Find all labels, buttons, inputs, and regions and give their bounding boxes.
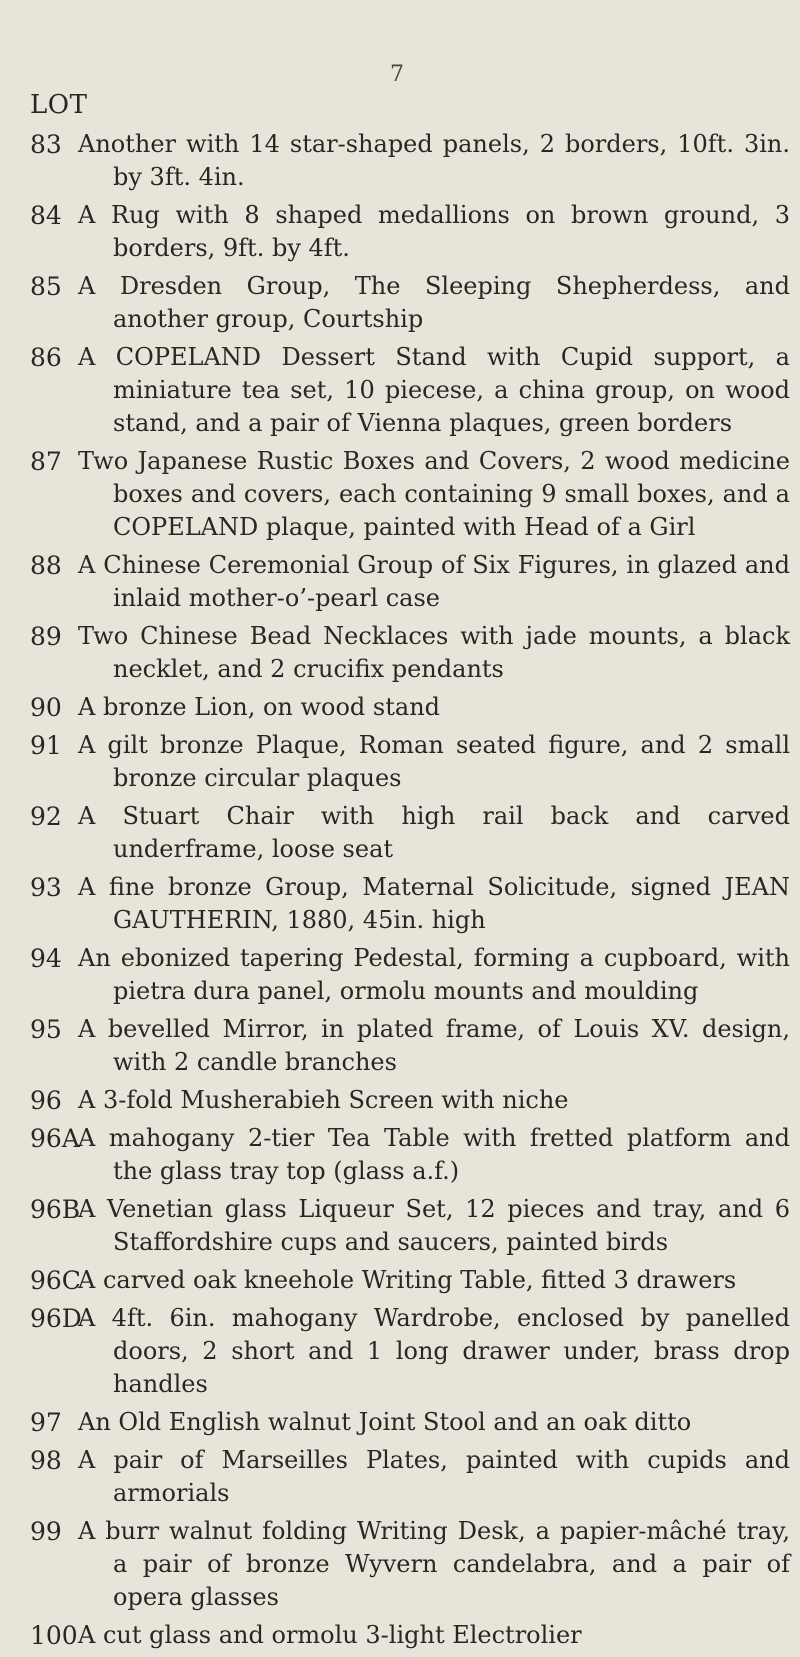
lot-description: An ebonized tapering Pedestal, forming a cupboard, with pietra dura panel, ormolu mounts and moulding (78, 944, 790, 1005)
lot-entry (30, 128, 790, 194)
lot-number: 96D (30, 1304, 82, 1333)
lot-description: Two Japanese Rustic Boxes and Covers, 2 wood medicine boxes and covers, each containing 9 small boxes, and a COPELAND plaque, painted with Head of a Girl (78, 447, 790, 541)
lot-entry (30, 1515, 790, 1614)
lot-list (30, 128, 790, 1657)
lot-entry (30, 1084, 790, 1117)
lot-number: 90 (30, 693, 62, 722)
lot-description: A pair of Marseilles Plates, painted with cupids and armorials (78, 1446, 790, 1507)
lot-description: A Dresden Group, The Sleeping Shepherdess, and another group, Courtship (78, 272, 790, 333)
lot-number: 89 (30, 622, 62, 651)
lot-number: 96C (30, 1266, 81, 1295)
lot-description: A bevelled Mirror, in plated frame, of Louis XV. design, with 2 candle branches (78, 1015, 790, 1076)
lot-number: 95 (30, 1015, 62, 1044)
lot-entry (30, 270, 790, 336)
lot-entry (30, 620, 790, 686)
lot-description: An Old English walnut Joint Stool and an oak ditto (78, 1408, 692, 1436)
lot-entry (30, 1619, 790, 1652)
lot-number: 83 (30, 130, 62, 159)
lot-entry (30, 1193, 790, 1259)
lot-description: A cut glass and ormolu 3-light Electrolier (78, 1621, 582, 1649)
lot-description: A gilt bronze Plaque, Roman seated figure, and 2 small bronze circular plaques (78, 731, 790, 792)
lot-number: 92 (30, 802, 62, 831)
lot-description: A mahogany 2-tier Tea Table with fretted platform and the glass tray top (glass a.f.) (78, 1124, 790, 1185)
lot-number: 98 (30, 1446, 62, 1475)
lot-number: 96 (30, 1086, 62, 1115)
lot-description: A COPELAND Dessert Stand with Cupid support, a miniature tea set, 10 piecese, a china group, on wood stand, and a pair of Vienna plaques, green borders (78, 343, 790, 437)
lot-number: 99 (30, 1517, 62, 1546)
lot-entry (30, 199, 790, 265)
page-number: 7 (390, 62, 404, 87)
lot-description: A Rug with 8 shaped medallions on brown ground, 3 borders, 9ft. by 4ft. (78, 201, 790, 262)
lot-entry (30, 1264, 790, 1297)
lot-entry (30, 871, 790, 937)
lot-entry (30, 691, 790, 724)
lot-number: 100 (30, 1621, 78, 1650)
lot-number: 96B (30, 1195, 81, 1224)
lot-entry (30, 1406, 790, 1439)
lot-entry (30, 549, 790, 615)
lot-number: 88 (30, 551, 62, 580)
lot-number: 97 (30, 1408, 62, 1437)
lot-entry (30, 341, 790, 440)
lot-description: A Venetian glass Liqueur Set, 12 pieces and tray, and 6 Staffordshire cups and saucers, painted birds (78, 1195, 790, 1256)
lot-entry (30, 1444, 790, 1510)
lot-number: 94 (30, 944, 62, 973)
lot-description: A burr walnut folding Writing Desk, a papier-mâché tray, a pair of bronze Wyvern candelabra, and a pair of opera glasses (78, 1517, 790, 1611)
lot-description: A Chinese Ceremonial Group of Six Figures, in glazed and inlaid mother-o’-pearl case (78, 551, 790, 612)
lot-entry (30, 729, 790, 795)
lot-number: 86 (30, 343, 62, 372)
lot-entry (30, 1302, 790, 1401)
lot-description: Another with 14 star-shaped panels, 2 borders, 10ft. 3in. by 3ft. 4in. (78, 130, 790, 191)
lot-entry (30, 1013, 790, 1079)
lot-column-header: LOT (30, 90, 88, 120)
lot-number: 93 (30, 873, 62, 902)
lot-entry (30, 800, 790, 866)
lot-description: A 4ft. 6in. mahogany Wardrobe, enclosed by panelled doors, 2 short and 1 long drawer under, brass drop handles (78, 1304, 790, 1398)
lot-description: A fine bronze Group, Maternal Solicitude, signed JEAN GAUTHERIN, 1880, 45in. high (78, 873, 790, 934)
lot-description: A Stuart Chair with high rail back and carved underframe, loose seat (78, 802, 790, 863)
lot-description: A 3-fold Musherabieh Screen with niche (78, 1086, 569, 1114)
lot-entry (30, 1122, 790, 1188)
lot-description: A carved oak kneehole Writing Table, fitted 3 drawers (78, 1266, 737, 1294)
lot-number: 84 (30, 201, 62, 230)
lot-entry (30, 445, 790, 544)
lot-number: 91 (30, 731, 62, 760)
lot-description: Two Chinese Bead Necklaces with jade mounts, a black necklet, and 2 crucifix pendants (78, 622, 790, 683)
lot-number: 96A (30, 1124, 80, 1153)
lot-number: 87 (30, 447, 62, 476)
lot-number: 85 (30, 272, 62, 301)
lot-description: A bronze Lion, on wood stand (78, 693, 441, 721)
lot-entry (30, 942, 790, 1008)
